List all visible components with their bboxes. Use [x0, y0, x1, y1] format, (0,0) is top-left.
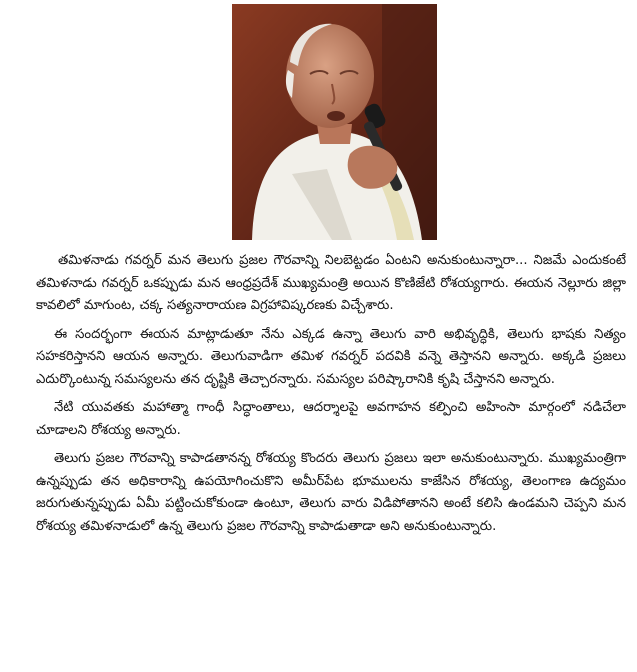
article-paragraph: తెలుగు ప్రజల గౌరవాన్ని కాపాడతానన్న రోశయ్య కొందరు తెలుగు ప్రజలు ఇలా అనుకుంటున్నారు. ముఖ్యమంత్రిగా ఉన్నప్పుడు తన అధికారాన్ని ఉపయోగించుకొని అమీర్‌పేట భూములను కాజేసిన రోశయ్య, తెలంగాణ ఉద్యమం జరుగుతున్నప్పుడు ఏమీ పట్టించుకోకుండా ఉంటూ, తెలుగు వారు విడిపోతానని అంటే కలిసి ఉండమని చెప్పని మన రోశయ్య తమిళనాడులో ఉన్న తెలుగు ప్రజల గౌరవాన్ని కాపాడుతాడా అని అనుకుంటున్నారు.	[36, 451, 626, 534]
portrait-photo-icon	[232, 4, 437, 240]
article-paragraph: ఈ సందర్భంగా ఈయన మాట్లాడుతూ నేను ఎక్కడ ఉన్నా తెలుగు వారి అభివృద్ధికి, తెలుగు భాషకు నిత్యం సహకరిస్తానని ఆయన అన్నారు. తెలుగువాడిగా తమిళ గవర్నర్ పదవికి వన్నె తెస్తానని అన్నారు. అక్కడి ప్రజలు ఎదుర్కొంటున్న సమస్యలను తన దృష్టికి తెచ్చారన్నారు. సమస్యల పరిష్కారానికి కృషి చేస్తానని అన్నారు.	[36, 326, 626, 387]
article-paragraph: నేటి యువతకు మహాత్మా గాంధీ సిద్ధాంతాలు, ఆదర్శాలపై అవగాహన కల్పించి అహింసా మార్గంలో నడిచేలా చూడాలని రోశయ్య అన్నారు.	[36, 400, 626, 438]
article-body	[36, 250, 626, 544]
article-paragraph: తమిళనాడు గవర్నర్ మన తెలుగు ప్రజల గౌరవాన్ని నిలబెట్టడం ఏంటని అనుకుంటున్నారా... నిజమే ఎందుకంటే తమిళనాడు గవర్నర్ ఒకప్పుడు మన ఆంధ్రప్రదేశ్ ముఖ్యమంత్రి అయిన కొణిజేటి రోశయ్యగారు. ఈయన నెల్లూరు జిల్లా కావలిలో మాగుంట, చక్క సత్యనారాయణ విగ్రహావిష్కరణకు విచ్చేశారు.	[36, 253, 626, 313]
speaker-photo	[232, 4, 437, 240]
